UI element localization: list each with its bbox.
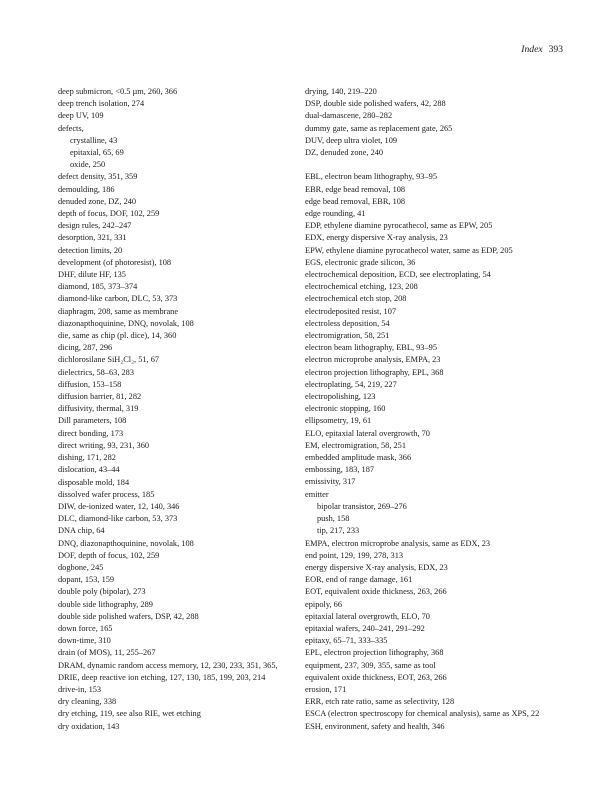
index-entry: demoulding, 186 <box>58 184 115 194</box>
index-entry: down-time, 310 <box>58 636 111 646</box>
index-entry: depth of focus, DOF, 102, 259 <box>58 209 160 219</box>
index-entry: DLC, diamond-like carbon, 53, 373 <box>58 514 178 524</box>
index-entry: electropolishing, 123 <box>305 392 376 402</box>
index-entry: electromigration, 58, 251 <box>305 331 390 341</box>
index-entry: down force, 165 <box>58 623 113 633</box>
index-entry: EBR, edge bead removal, 108 <box>305 184 406 194</box>
index-entry: electrochemical etching, 123, 208 <box>305 282 418 292</box>
index-entry: edge bead removal, EBR, 108 <box>305 196 406 206</box>
index-entry: electroplating, 54, 219, 227 <box>305 379 397 389</box>
index-entry: DIW, de-ionized water, 12, 140, 346 <box>58 501 180 511</box>
index-entry: equivalent oxide thickness, EOT, 263, 266 <box>305 672 447 682</box>
index-entry: equipment, 237, 309, 355, same as tool <box>305 660 436 670</box>
index-entry: diffusivity, thermal, 319 <box>58 404 139 414</box>
index-entry: electrochemical deposition, ECD, see electroplating, 54 <box>305 270 491 280</box>
running-header <box>521 44 563 55</box>
index-subentry: bipolar transistor, 269–276 <box>317 501 407 511</box>
index-entry: energy dispersive X-ray analysis, EDX, 23 <box>305 562 448 572</box>
index-subentry: tip, 217, 233 <box>317 526 360 536</box>
index-entry: deep submicron, <0.5 µm, 260, 366 <box>58 87 178 96</box>
index-entry: dislocation, 43–44 <box>58 465 120 475</box>
index-entry: direct writing, 93, 231, 360 <box>58 440 150 450</box>
index-entry: deep trench isolation, 274 <box>58 99 145 109</box>
index-entry: defect density, 351, 359 <box>58 172 138 182</box>
index-entry: EOT, equivalent oxide thickness, 263, 266 <box>305 587 447 597</box>
index-entry: diffusion, 153–158 <box>58 379 122 389</box>
index-entry: edge rounding, 41 <box>305 209 366 219</box>
index-entry: Dill parameters, 108 <box>58 416 127 426</box>
index-entry: emissivity, 317 <box>305 477 356 487</box>
index-entry: DHF, dilute HF, 135 <box>58 270 126 280</box>
index-entry: DOF, depth of focus, 102, 259 <box>58 550 160 560</box>
index-entry: DRAM, dynamic random access memory, 12, 230, 233, 351, 365, <box>58 660 278 670</box>
index-entry: drive-in, 153 <box>58 684 102 694</box>
index-entry: EDP, ethylene diamine pyrocathecol, same as EPW, 205 <box>305 221 493 231</box>
index-entry: dissolved wafer process, 185 <box>58 489 155 499</box>
index-entry: defects, <box>58 123 84 133</box>
index-entry: dielectrics, 58–63, 283 <box>58 367 135 377</box>
index-subentry: crystalline, 43 <box>70 135 118 145</box>
index-entry: epitaxy, 65–71, 333–335 <box>305 636 388 646</box>
index-entry: DUV, deep ultra violet, 109 <box>305 135 398 145</box>
index-entry: die, same as chip (pl. dice), 14, 360 <box>58 331 177 341</box>
index-entry: dopant, 153, 159 <box>58 575 115 585</box>
index-entry: diaphragm, 208, same as membrane <box>58 306 179 316</box>
index-entry: design rules, 242–247 <box>58 221 132 231</box>
index-entry: disposable mold, 184 <box>58 477 130 487</box>
index-entry: DRIE, deep reactive ion etching, 127, 130, 185, 199, 203, 214 <box>58 672 266 682</box>
index-entry: diamond, 185, 373–374 <box>58 282 138 292</box>
index-entry: electroless deposition, 54 <box>305 318 390 328</box>
index-entry: diffusion barrier, 81, 282 <box>58 392 142 402</box>
index-entry: dicing, 287, 296 <box>58 343 113 353</box>
index-entry: EPW, ethylene diamine pyrocathecol water, same as EDP, 205 <box>305 245 513 255</box>
index-entry: double side polished wafers, DSP, 42, 288 <box>58 611 199 621</box>
index-subentry: push, 158 <box>317 514 350 524</box>
index-column-left <box>58 86 298 733</box>
index-entry: epitaxial wafers, 240–241, 291–292 <box>305 623 425 633</box>
index-entry: EPL, electron projection lithography, 368 <box>305 648 444 658</box>
index-entry: double side lithography, 289 <box>58 599 153 609</box>
index-entry: dummy gate, same as replacement gate, 265 <box>305 123 453 133</box>
index-subentry: epitaxial, 65, 69 <box>70 148 124 158</box>
index-entry: EBL, electron beam lithography, 93–95 <box>305 172 437 182</box>
index-entry: electronic stopping, 160 <box>305 404 386 414</box>
index-entry: epipoly, 66 <box>305 599 343 609</box>
index-entry: DZ, denuded zone, 240 <box>305 148 384 158</box>
index-entry: DSP, double side polished wafers, 42, 288 <box>305 99 446 109</box>
index-entry: denuded zone, DZ, 240 <box>58 196 137 206</box>
index-entry: electrodeposited resist, 107 <box>305 306 397 316</box>
index-entry: electron beam lithography, EBL, 93–95 <box>305 343 437 353</box>
index-entry: desorption, 321, 331 <box>58 233 127 243</box>
index-entry: ellipsometry, 19, 61 <box>305 416 372 426</box>
index-entry: double poly (bipolar), 273 <box>58 587 146 597</box>
index-entry: EMPA, electron microprobe analysis, same as EDX, 23 <box>305 538 491 548</box>
index-entry: detection limits, 20 <box>58 245 123 255</box>
index-entry: ESCA (electron spectroscopy for chemical analysis), same as XPS, 22 <box>305 709 540 719</box>
index-entry: dry etching, 119, see also RIE, wet etching <box>58 709 201 719</box>
index-entry: EM, electromigration, 58, 251 <box>305 440 407 450</box>
index-entry: dishing, 171, 282 <box>58 453 116 463</box>
index-entry: ERR, etch rate ratio, same as selectivity, 128 <box>305 697 455 707</box>
index-entry: end point, 129, 199, 278, 313 <box>305 550 404 560</box>
index-entry: embedded amplitude mask, 366 <box>305 453 412 463</box>
header-label: Index <box>521 44 543 55</box>
index-entry: drain (of MOS), 11, 255–267 <box>58 648 156 658</box>
index-entry: dichlorosilane SiH₂Cl₂, 51, 67 <box>58 355 160 365</box>
index-entry: electron projection lithography, EPL, 368 <box>305 367 444 377</box>
index-entry: drying, 140, 219–220 <box>305 87 377 96</box>
index-entry: DNQ, diazonapthoquinine, novolak, 108 <box>58 538 194 548</box>
index-subentry: oxide, 250 <box>70 160 106 170</box>
index-column-right <box>305 86 563 733</box>
index-entry: dual-damascene, 280–282 <box>305 111 393 121</box>
index-entry: deep UV, 109 <box>58 111 104 121</box>
index-entry: diamond-like carbon, DLC, 53, 373 <box>58 294 178 304</box>
index-entry: dry oxidation, 143 <box>58 721 120 731</box>
index-entry: direct bonding, 173 <box>58 428 124 438</box>
index-entry: emitter <box>305 489 329 499</box>
index-entry: electrochemical etch stop, 208 <box>305 294 407 304</box>
index-entry: epitaxial lateral overgrowth, ELO, 70 <box>305 611 430 621</box>
index-entry: erosion, 171 <box>305 684 347 694</box>
index-entry: EOR, end of range damage, 161 <box>305 575 413 585</box>
index-entry: diazonapthoquinine, DNQ, novolak, 108 <box>58 318 194 328</box>
index-entry: EDX, energy dispersive X-ray analysis, 23 <box>305 233 448 243</box>
index-entry: ELO, epitaxial lateral overgrowth, 70 <box>305 428 430 438</box>
index-entry: EGS, electronic grade silicon, 36 <box>305 257 416 267</box>
index-entry: development (of photoresist), 108 <box>58 257 172 267</box>
index-entry: electron microprobe analysis, EMPA, 23 <box>305 355 441 365</box>
index-entry: ESH, environment, safety and health, 346 <box>305 721 445 731</box>
index-entry: DNA chip, 64 <box>58 526 105 536</box>
page-number: 393 <box>548 44 563 55</box>
index-entry: dry cleaning, 338 <box>58 697 117 707</box>
index-entry: dogbone, 245 <box>58 562 104 572</box>
index-entry: embossing, 183, 187 <box>305 465 375 475</box>
